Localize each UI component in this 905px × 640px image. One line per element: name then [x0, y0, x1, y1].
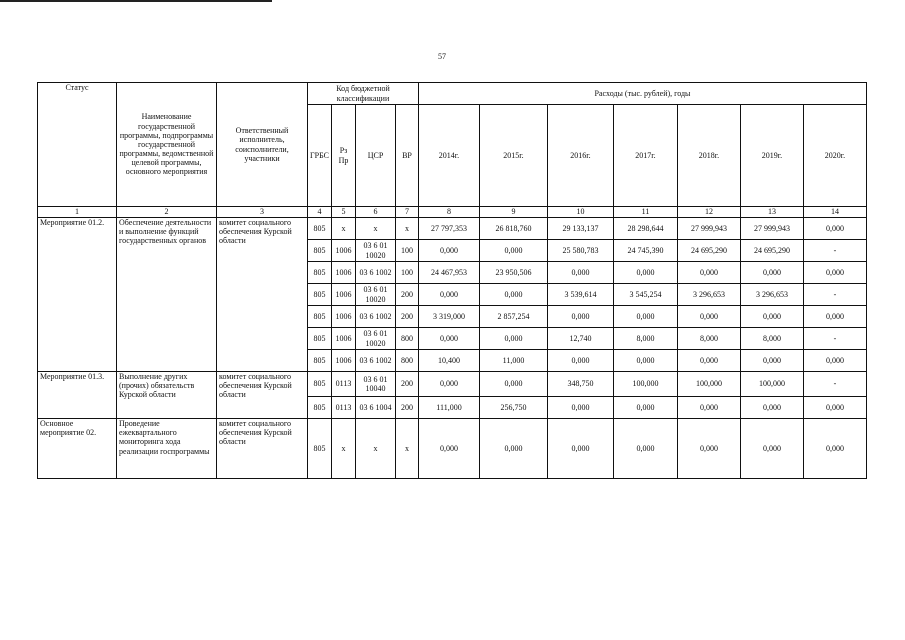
amount-cell: 28 298,644: [614, 218, 678, 240]
code-cell: 805: [308, 419, 332, 479]
code-cell: 03 6 01 10020: [356, 240, 396, 262]
group-status: Мероприятие 01.2.: [38, 218, 117, 372]
expenses-table: [37, 82, 867, 479]
code-cell: x: [356, 218, 396, 240]
code-cell: 805: [308, 306, 332, 328]
column-number: 10: [548, 207, 614, 218]
amount-cell: 0,000: [614, 397, 678, 419]
amount-cell: 10,400: [419, 350, 480, 372]
amount-cell: 348,750: [548, 372, 614, 397]
header-budget-code: Код бюджетной классификации: [308, 83, 419, 105]
group-name: Обеспечение деятельности и выполнение функций государственных органов: [117, 218, 217, 372]
code-cell: 805: [308, 350, 332, 372]
amount-cell: 0,000: [741, 262, 804, 284]
table-row: [38, 218, 867, 240]
amount-cell: 8,000: [614, 328, 678, 350]
amount-cell: 256,750: [480, 397, 548, 419]
code-cell: 0113: [332, 372, 356, 397]
code-cell: 805: [308, 397, 332, 419]
code-cell: 03 6 01 10020: [356, 328, 396, 350]
amount-cell: 0,000: [548, 419, 614, 479]
code-cell: 1006: [332, 328, 356, 350]
header-year-2018: 2018г.: [678, 105, 741, 207]
amount-cell: 100,000: [614, 372, 678, 397]
amount-cell: 0,000: [480, 328, 548, 350]
column-number: 11: [614, 207, 678, 218]
amount-cell: 0,000: [741, 306, 804, 328]
amount-cell: 0,000: [678, 350, 741, 372]
amount-cell: 8,000: [678, 328, 741, 350]
header-rzpr: Рз Пр: [332, 105, 356, 207]
code-cell: 200: [396, 306, 419, 328]
code-cell: 200: [396, 372, 419, 397]
group-status: Мероприятие 01.3.: [38, 372, 117, 419]
code-cell: 1006: [332, 350, 356, 372]
amount-cell: 0,000: [548, 262, 614, 284]
amount-cell: 0,000: [804, 419, 867, 479]
amount-cell: 0,000: [614, 306, 678, 328]
amount-cell: -: [804, 240, 867, 262]
amount-cell: 100,000: [678, 372, 741, 397]
amount-cell: 0,000: [678, 419, 741, 479]
code-cell: 03 6 01 10040: [356, 372, 396, 397]
code-cell: 03 6 1002: [356, 350, 396, 372]
code-cell: 805: [308, 372, 332, 397]
amount-cell: 0,000: [419, 372, 480, 397]
code-cell: 03 6 01 10020: [356, 284, 396, 306]
amount-cell: 23 950,506: [480, 262, 548, 284]
amount-cell: 3 539,614: [548, 284, 614, 306]
amount-cell: 0,000: [741, 419, 804, 479]
column-number: 6: [356, 207, 396, 218]
column-number: 5: [332, 207, 356, 218]
group-responsible: комитет социального обеспечения Курской области: [217, 218, 308, 372]
code-cell: 100: [396, 262, 419, 284]
code-cell: x: [396, 218, 419, 240]
amount-cell: 0,000: [804, 397, 867, 419]
amount-cell: 0,000: [804, 350, 867, 372]
column-number: 14: [804, 207, 867, 218]
amount-cell: 24 745,390: [614, 240, 678, 262]
amount-cell: 26 818,760: [480, 218, 548, 240]
code-cell: x: [396, 419, 419, 479]
header-grbs: ГРБС: [308, 105, 332, 207]
code-cell: 03 6 1004: [356, 397, 396, 419]
header-status: Статус: [38, 83, 117, 207]
amount-cell: 0,000: [480, 372, 548, 397]
header-responsible: Ответственный исполнитель, соисполнители, участники: [217, 83, 308, 207]
amount-cell: 0,000: [614, 419, 678, 479]
code-cell: 1006: [332, 262, 356, 284]
amount-cell: 0,000: [804, 306, 867, 328]
code-cell: 200: [396, 397, 419, 419]
amount-cell: 27 797,353: [419, 218, 480, 240]
header-year-2017: 2017г.: [614, 105, 678, 207]
amount-cell: 3 296,653: [678, 284, 741, 306]
amount-cell: 0,000: [548, 306, 614, 328]
code-cell: 100: [396, 240, 419, 262]
code-cell: 805: [308, 218, 332, 240]
header-vr: ВР: [396, 105, 419, 207]
header-csr: ЦСР: [356, 105, 396, 207]
amount-cell: 0,000: [614, 262, 678, 284]
header-year-2014: 2014г.: [419, 105, 480, 207]
amount-cell: 0,000: [548, 397, 614, 419]
amount-cell: 2 857,254: [480, 306, 548, 328]
header-year-2016: 2016г.: [548, 105, 614, 207]
amount-cell: 0,000: [804, 262, 867, 284]
amount-cell: 29 133,137: [548, 218, 614, 240]
amount-cell: 0,000: [548, 350, 614, 372]
amount-cell: -: [804, 328, 867, 350]
header-year-2019: 2019г.: [741, 105, 804, 207]
code-cell: 800: [396, 350, 419, 372]
table-row: [38, 372, 867, 397]
column-number: 1: [38, 207, 117, 218]
code-cell: x: [332, 218, 356, 240]
top-rule: [0, 0, 272, 2]
column-number: 2: [117, 207, 217, 218]
code-cell: 805: [308, 240, 332, 262]
page-number: 57: [438, 52, 446, 61]
amount-cell: 27 999,943: [741, 218, 804, 240]
code-cell: 805: [308, 284, 332, 306]
column-number: 4: [308, 207, 332, 218]
amount-cell: 0,000: [741, 397, 804, 419]
column-number: 7: [396, 207, 419, 218]
amount-cell: 0,000: [419, 328, 480, 350]
amount-cell: 0,000: [480, 240, 548, 262]
code-cell: 1006: [332, 240, 356, 262]
amount-cell: 0,000: [804, 218, 867, 240]
amount-cell: 0,000: [678, 262, 741, 284]
amount-cell: 0,000: [678, 397, 741, 419]
amount-cell: 0,000: [480, 419, 548, 479]
header-year-2015: 2015г.: [480, 105, 548, 207]
header-expenses: Расходы (тыс. рублей), годы: [419, 83, 867, 105]
code-cell: 1006: [332, 284, 356, 306]
code-cell: 03 6 1002: [356, 306, 396, 328]
amount-cell: 0,000: [419, 240, 480, 262]
amount-cell: 3 319,000: [419, 306, 480, 328]
amount-cell: 0,000: [678, 306, 741, 328]
amount-cell: 0,000: [614, 350, 678, 372]
code-cell: 800: [396, 328, 419, 350]
code-cell: x: [356, 419, 396, 479]
amount-cell: -: [804, 372, 867, 397]
amount-cell: 11,000: [480, 350, 548, 372]
code-cell: x: [332, 419, 356, 479]
group-responsible: комитет социального обеспечения Курской области: [217, 372, 308, 419]
group-status: Основное мероприятие 02.: [38, 419, 117, 479]
amount-cell: 100,000: [741, 372, 804, 397]
amount-cell: 24 695,290: [741, 240, 804, 262]
header-year-2020: 2020г.: [804, 105, 867, 207]
column-number: 12: [678, 207, 741, 218]
group-name: Проведение ежеквартального мониторинга хода реализации госпрограммы: [117, 419, 217, 479]
amount-cell: 0,000: [419, 284, 480, 306]
amount-cell: -: [804, 284, 867, 306]
column-number: 13: [741, 207, 804, 218]
table-row: [38, 419, 867, 479]
column-number: 8: [419, 207, 480, 218]
column-number: 3: [217, 207, 308, 218]
code-cell: 805: [308, 262, 332, 284]
code-cell: 805: [308, 328, 332, 350]
amount-cell: 8,000: [741, 328, 804, 350]
amount-cell: 0,000: [480, 284, 548, 306]
group-responsible: комитет социального обеспечения Курской области: [217, 419, 308, 479]
amount-cell: 25 580,783: [548, 240, 614, 262]
code-cell: 200: [396, 284, 419, 306]
group-name: Выполнение других (прочих) обязательств Курской области: [117, 372, 217, 419]
amount-cell: 24 695,290: [678, 240, 741, 262]
header-name: Наименование государственной программы, подпрограммы государственной программы, ведомственной целевой программы, основного мероприятия: [117, 83, 217, 207]
amount-cell: 3 296,653: [741, 284, 804, 306]
amount-cell: 12,740: [548, 328, 614, 350]
column-number-row: [38, 207, 867, 218]
amount-cell: 0,000: [419, 419, 480, 479]
code-cell: 1006: [332, 306, 356, 328]
column-number: 9: [480, 207, 548, 218]
amount-cell: 111,000: [419, 397, 480, 419]
amount-cell: 3 545,254: [614, 284, 678, 306]
amount-cell: 0,000: [741, 350, 804, 372]
amount-cell: 27 999,943: [678, 218, 741, 240]
code-cell: 0113: [332, 397, 356, 419]
amount-cell: 24 467,953: [419, 262, 480, 284]
code-cell: 03 6 1002: [356, 262, 396, 284]
